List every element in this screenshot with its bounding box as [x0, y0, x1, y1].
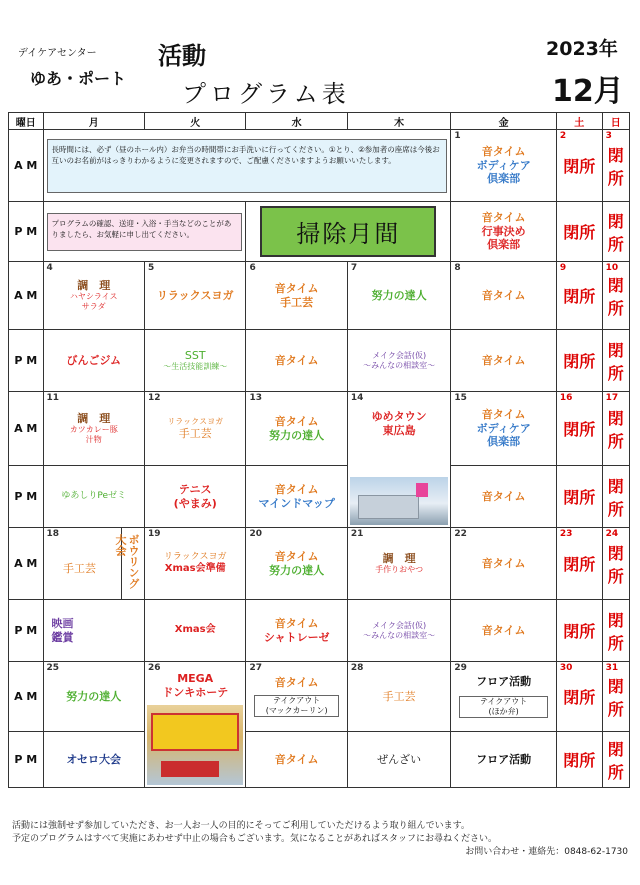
- date-number: 17: [605, 393, 619, 403]
- closed-label: 閉所: [607, 340, 624, 383]
- day-cell: [451, 130, 557, 202]
- day-cell: [43, 528, 144, 600]
- date-number: 7: [350, 263, 358, 273]
- closed-label: 閉所: [607, 610, 624, 653]
- day-cell: [602, 202, 629, 262]
- event: 調 理: [77, 411, 111, 425]
- day-cell: [556, 202, 602, 262]
- event: テニス: [178, 482, 212, 496]
- date-number: 13: [249, 393, 262, 403]
- closed-label: 閉所: [607, 543, 624, 586]
- event: 倶楽部: [487, 172, 521, 186]
- event: 〜みんなの相談室〜: [363, 360, 436, 370]
- date-number: 24: [605, 529, 619, 539]
- footer-note: [12, 820, 628, 859]
- week1-am: [9, 130, 630, 202]
- day-cell: [451, 662, 557, 732]
- day-cell: [246, 732, 347, 788]
- event: ゆあしりPeゼミ: [61, 490, 127, 501]
- day-cell: [451, 202, 557, 262]
- day-cell: [347, 392, 451, 528]
- event: 努力の達人: [269, 563, 325, 577]
- event: 音タイム: [481, 353, 526, 367]
- pm-label: P M: [9, 330, 44, 392]
- center-name: デイケアセンター: [18, 48, 97, 59]
- event: 音タイム: [274, 281, 319, 295]
- week3-am: [9, 392, 630, 466]
- day-cell: [43, 262, 144, 330]
- day-cell: [144, 528, 245, 600]
- day-cell: [43, 600, 144, 662]
- event: 音タイム: [274, 353, 319, 367]
- date-number: 3: [605, 131, 612, 141]
- event: 音タイム: [274, 675, 319, 689]
- day-cell: [602, 600, 629, 662]
- date-number: 6: [249, 263, 256, 273]
- date-number: 12: [147, 393, 161, 403]
- pm-label: P M: [9, 732, 44, 788]
- event: ドンキホーテ: [162, 685, 229, 699]
- day-cell: [556, 466, 602, 528]
- event: 映画: [51, 616, 74, 630]
- event: テイクアウト: [273, 696, 321, 706]
- cleaning-month-banner: 掃除月間: [260, 206, 436, 257]
- day-cell: [556, 130, 602, 202]
- date-number: 19: [147, 529, 161, 539]
- event: 努力の達人: [66, 689, 122, 703]
- event: メイク会話(仮): [372, 350, 427, 360]
- day-cell: [347, 528, 451, 600]
- date-number: 4: [46, 263, 53, 273]
- weekday-thu: 木: [347, 113, 451, 130]
- event: ボディケア: [476, 158, 531, 172]
- year: 2023年: [546, 38, 618, 60]
- event: 音タイム: [481, 144, 526, 158]
- day-cell: [602, 662, 629, 732]
- event: サラダ: [81, 302, 106, 312]
- event: ぜんざい: [377, 752, 422, 766]
- day-cell: [556, 330, 602, 392]
- day-cell: [246, 466, 347, 528]
- day-cell: [144, 662, 245, 788]
- weekday-wed: 水: [246, 113, 347, 130]
- pm-label: P M: [9, 466, 44, 528]
- event: 〜みんなの相談室〜: [363, 630, 436, 640]
- closed-label: 閉所: [607, 211, 624, 254]
- day-cell: [144, 466, 245, 528]
- pm-label: P M: [9, 600, 44, 662]
- event: MEGA: [177, 672, 214, 685]
- day-cell: [43, 392, 144, 466]
- date-number: 18: [46, 529, 60, 539]
- closed-label: 閉所: [563, 555, 596, 574]
- date-number: 5: [147, 263, 155, 273]
- event: 手工芸: [382, 689, 416, 703]
- footer-line: 予定のプログラムはすべて実施にあわせず中止の場合もございます。気になることがあればスタッフにお尋ねください。: [12, 834, 498, 844]
- date-number: 2: [559, 131, 567, 141]
- day-cell: [451, 330, 557, 392]
- day-cell: [347, 330, 451, 392]
- event: 音タイム: [481, 288, 526, 302]
- day-cell: [556, 262, 602, 330]
- event: 音タイム: [481, 623, 526, 637]
- am-label: A M: [9, 662, 44, 732]
- day-cell: [451, 600, 557, 662]
- closed-label: 閉所: [563, 420, 596, 439]
- week3-pm: [9, 466, 630, 528]
- week2-pm: [9, 330, 630, 392]
- weekday-mon: 月: [43, 113, 144, 130]
- event: リラックスヨガ: [167, 416, 224, 426]
- day-cell: [602, 392, 629, 466]
- date-number: 1: [454, 131, 461, 141]
- date-number: 28: [350, 663, 364, 673]
- day-cell: [602, 528, 629, 600]
- program-calendar: [8, 112, 630, 788]
- day-cell: [144, 330, 245, 392]
- event: 音タイム: [274, 616, 319, 630]
- closed-label: 閉所: [563, 622, 596, 641]
- closed-label: 閉所: [563, 751, 596, 770]
- day-cell: [43, 330, 144, 392]
- day-cell: [451, 732, 557, 788]
- event: シャトレーゼ: [263, 630, 330, 644]
- takeout-box: [459, 696, 548, 718]
- weekday-fri: 金: [451, 113, 557, 130]
- cleaning-cell: [246, 202, 451, 262]
- day-cell: [347, 662, 451, 732]
- event: ゆめタウン: [371, 410, 427, 423]
- title-program: プログラム表: [182, 80, 350, 108]
- day-cell: [602, 262, 629, 330]
- pm-notice-box: プログラムの確認、送迎・入浴・手当などのことがありましたら、お気軽に申し出てください。: [47, 213, 243, 251]
- event: テイクアウト: [480, 697, 528, 707]
- week1-pm: [9, 202, 630, 262]
- closed-label: 閉所: [563, 157, 596, 176]
- day-cell: [246, 392, 347, 466]
- date-number: 23: [559, 529, 573, 539]
- am-label: A M: [9, 392, 44, 466]
- event: Xmas会準備: [164, 562, 226, 574]
- weekday-label: 曜日: [9, 113, 44, 130]
- am-label: A M: [9, 262, 44, 330]
- pm-notice-cell: [43, 202, 246, 262]
- footer-contact: お問い合わせ・連絡先：0848-62-1730: [465, 847, 628, 857]
- event: Xmas会: [174, 624, 216, 636]
- day-cell: [556, 662, 602, 732]
- event: 行事決め: [481, 224, 526, 238]
- closed-label: 閉所: [607, 739, 624, 782]
- week4-pm: [9, 600, 630, 662]
- day-cell: [246, 330, 347, 392]
- day-cell: [144, 392, 245, 466]
- date-number: 29: [454, 663, 467, 673]
- week5-am: [9, 662, 630, 732]
- event: 手工芸: [178, 426, 212, 440]
- day-cell: [451, 528, 557, 600]
- date-number: 9: [559, 263, 567, 273]
- date-number: 14: [350, 393, 364, 403]
- day-cell: [347, 600, 451, 662]
- weekday-sat: 土: [556, 113, 602, 130]
- event: リラックスヨガ: [163, 551, 227, 562]
- event: フロア活動: [476, 674, 532, 688]
- closed-label: 閉所: [563, 352, 596, 371]
- closed-label: 閉所: [563, 223, 596, 242]
- event: 汁物: [85, 435, 102, 445]
- day-cell: [246, 600, 347, 662]
- event: (マックカーリン): [265, 706, 328, 716]
- event: ボディケア: [476, 421, 531, 435]
- date-number: 26: [147, 663, 161, 673]
- day-cell: [602, 732, 629, 788]
- event: 鑑賞: [51, 630, 74, 644]
- event: 音タイム: [481, 489, 526, 503]
- takeout-box: [254, 695, 338, 717]
- event: リラックスヨガ: [156, 288, 234, 302]
- event: 音タイム: [481, 407, 526, 421]
- closed-label: 閉所: [563, 688, 596, 707]
- date-number: 20: [249, 529, 262, 539]
- date-number: 25: [46, 663, 60, 673]
- event: 音タイム: [274, 414, 319, 428]
- pm-label: P M: [9, 202, 44, 262]
- day-cell: [451, 262, 557, 330]
- weekday-sun: 日: [602, 113, 629, 130]
- day-cell: [347, 262, 451, 330]
- weekday-header: [9, 113, 630, 130]
- event: 調 理: [77, 278, 111, 292]
- event: 音タイム: [274, 549, 319, 563]
- closed-label: 閉所: [607, 408, 624, 451]
- date-number: 15: [454, 393, 467, 403]
- day-cell: [246, 262, 347, 330]
- day-cell: [43, 732, 144, 788]
- event: 手工芸: [63, 561, 96, 575]
- date-number: 8: [454, 263, 461, 273]
- event: 東広島: [382, 423, 416, 437]
- day-cell: [602, 330, 629, 392]
- day-cell: [246, 662, 347, 732]
- closed-label: 閉所: [607, 676, 624, 719]
- event: マインドマップ: [258, 496, 335, 510]
- event: オセロ大会: [66, 752, 122, 766]
- week5-pm: [9, 732, 630, 788]
- day-cell: [144, 262, 245, 330]
- day-cell: [556, 600, 602, 662]
- day-cell: [246, 528, 347, 600]
- day-cell: [144, 600, 245, 662]
- weekday-tue: 火: [144, 113, 245, 130]
- event: 倶楽部: [487, 238, 521, 252]
- day-cell: [556, 732, 602, 788]
- event: ボウリング大会: [113, 534, 140, 589]
- event: (やまみ): [173, 496, 217, 510]
- closed-label: 閉所: [563, 488, 596, 507]
- event: 調 理: [382, 551, 416, 565]
- day-cell: [43, 466, 144, 528]
- shopping-mall-photo: [350, 477, 449, 525]
- event: 努力の達人: [371, 288, 427, 302]
- month: 12月: [552, 74, 624, 109]
- event: 音タイム: [274, 752, 319, 766]
- event: SST: [184, 348, 206, 362]
- date-number: 16: [559, 393, 573, 403]
- event: (ほか弁): [488, 707, 519, 717]
- closed-label: 閉所: [607, 275, 624, 318]
- date-number: 31: [605, 663, 619, 673]
- event: ハヤシライス: [69, 292, 118, 302]
- event: 手作りおやつ: [375, 565, 424, 575]
- notice-cell: [43, 130, 451, 202]
- day-cell: [556, 528, 602, 600]
- event: カツカレー豚: [69, 425, 118, 435]
- closed-label: 閉所: [563, 287, 596, 306]
- day-cell: [556, 392, 602, 466]
- date-number: 27: [249, 663, 262, 673]
- footer-line: 活動には強制せず参加していただき、お一人お一人の目的にそってご利用していただけるよう取り組んでいます。: [12, 821, 470, 831]
- event: びんごジム: [66, 353, 122, 367]
- am-label: A M: [9, 130, 44, 202]
- event: 手工芸: [280, 295, 314, 309]
- date-number: 10: [605, 263, 619, 273]
- notice-box: 長時間には、必ず（昼のホール内）お弁当の時間帯にお手洗いに行ってください。①とり、②参加者の座席は今後お互いのお名前がはっきりわかるように変更されますので、ご配慮くださいますようお願いいたします。: [47, 139, 448, 193]
- date-number: 22: [454, 529, 467, 539]
- day-cell: [451, 466, 557, 528]
- title-activity: 活動: [158, 42, 206, 70]
- day-cell: [602, 466, 629, 528]
- event: 音タイム: [274, 482, 319, 496]
- date-number: 11: [46, 393, 60, 403]
- closed-label: 閉所: [607, 476, 624, 519]
- event: 倶楽部: [487, 435, 521, 449]
- event: 努力の達人: [269, 428, 325, 442]
- event: メイク会話(仮): [372, 620, 427, 630]
- date-number: 30: [559, 663, 573, 673]
- event: 音タイム: [481, 556, 526, 570]
- week4-am: [9, 528, 630, 600]
- day-cell: [451, 392, 557, 466]
- am-label: A M: [9, 528, 44, 600]
- week2-am: [9, 262, 630, 330]
- store-photo: [147, 705, 243, 785]
- day-cell: [602, 130, 629, 202]
- date-number: 21: [350, 529, 364, 539]
- day-cell: [43, 662, 144, 732]
- facility-name: ゆあ・ポート: [30, 69, 127, 88]
- event: 〜生活技能訓練〜: [163, 362, 228, 372]
- closed-label: 閉所: [607, 145, 624, 188]
- day-cell: [347, 732, 451, 788]
- event: 音タイム: [481, 210, 526, 224]
- event: フロア活動: [476, 752, 532, 766]
